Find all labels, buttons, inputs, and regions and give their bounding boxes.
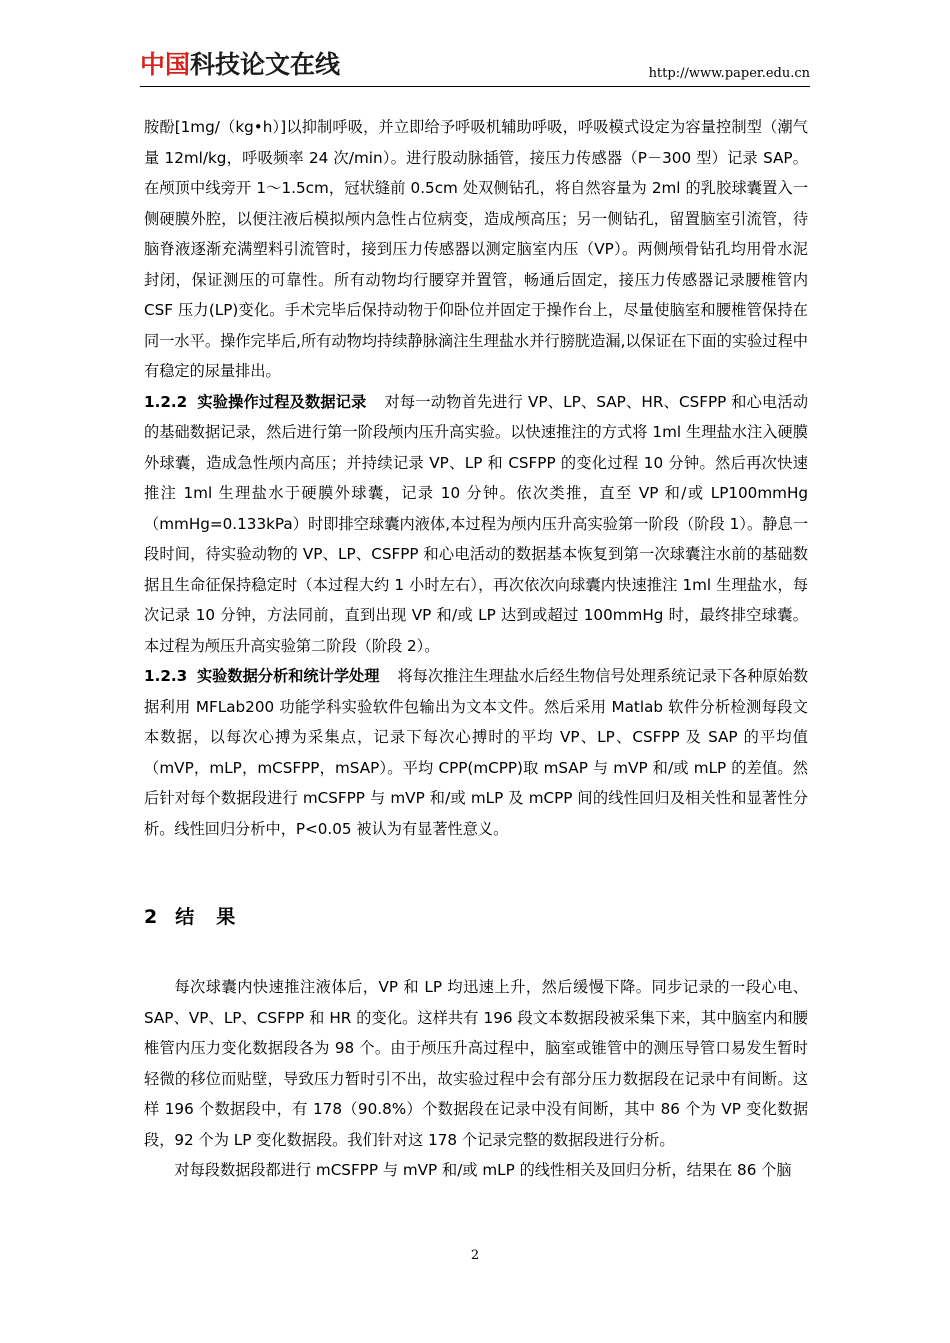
subsection-text: 对每一动物首先进行 VP、LP、SAP、HR、CSFPP 和心电活动的基础数据记录，然后进行第一阶段颅内压升高实验。以快速推注的方式将 1ml 生理盐水注入硬膜外球囊，造成急性颅内高压；并持续记录 VP、LP 和 CSFPP 的变化过程 10 分钟。然后再次快速推注 1ml 生理盐水于硬膜外球囊，记录 10 分钟。依次类推，直至 VP 和/或 LP100mmHg（mmHg=0.133kPa）时即排空球囊内液体,本过程为颅内压升高实验第一阶段（阶段 1）。静息一段时间，待实验动物的 VP、LP、CSFPP 和心电活动的数据基本恢复到第一次球囊注水前的基础数据且生命征保持稳定时（本过程大约 1 小时左右），再次依次向球囊内快速推注 1ml 生理盐水，每次记录 10 分钟，方法同前，直到出现 VP 和/或 LP 达到或超过 100mmHg 时，最终排空球囊。本过程为颅压升高实验第二阶段（阶段 2）。: [144, 392, 809, 655]
results-paragraph-2: 对每段数据段都进行 mCSFPP 与 mVP 和/或 mLP 的线性相关及回归分析，结果在 86 个脑: [174, 1161, 792, 1179]
results-body: [144, 972, 808, 1186]
header-divider: [140, 86, 810, 87]
section-number: 2: [144, 906, 158, 928]
results-paragraph-1: 每次球囊内快速推注液体后，VP 和 LP 均迅速上升，然后缓慢下降。同步记录的一段心电、SAP、VP、LP、CSFPP 和 HR 的变化。这样共有 196 段文本数据段被采集下来，其中脑室内和腰椎管内压力变化数据段各为 98 个。由于颅压升高过程中，脑室或锥管中的测压导管口易发生暂时轻微的移位而贴壁，导致压力暂时引不出，故实验过程中会有部分压力数据段在记录中有间断。这样 196 个数据段中，有 178（90.8%）个数据段在记录中没有间断，其中 86 个为 VP 变化数据段，92 个为 LP 变化数据段。我们针对这 178 个记录完整的数据段进行分析。: [144, 978, 808, 1149]
subsection-number: 1.2.3: [144, 667, 188, 685]
journal-logo: [140, 50, 340, 80]
section-heading-results: [144, 902, 235, 929]
subsection-1-2-3: [144, 661, 808, 844]
subsection-number: 1.2.2: [144, 392, 188, 411]
methods-body: [144, 112, 808, 844]
subsection-text: 将每次推注生理盐水后经生物信号处理系统记录下各种原始数据利用 MFLab200 功能学科实验软件包输出为文本文件。然后采用 Matlab 软件分析检测每段文本数据，以每次心搏为采集点，记录下每次心搏时的平均 VP、LP、CSFPP 及 SAP 的平均值（mVP，mLP，mCSFPP，mSAP）。平均 CPP(mCPP)取 mSAP 与 mVP 和/或 mLP 的差值。然后针对每个数据段进行 mCSFPP 与 mVP 和/或 mLP 及 mCPP 间的线性回归及相关性和显著性分析。线性回归分析中，P<0.05 被认为有显著性意义。: [144, 667, 809, 838]
page-header: [140, 50, 810, 88]
site-url-link[interactable]: http://www.paper.edu.cn: [648, 66, 810, 81]
page-number: 2: [470, 1248, 480, 1263]
section-title-char-1: 结: [175, 906, 195, 928]
logo-red-text: 中国: [140, 50, 191, 79]
subsection-title: 实验操作过程及数据记录: [197, 392, 367, 411]
subsection-title: 实验数据分析和统计学处理: [196, 667, 380, 685]
section-title-char-2: 果: [216, 906, 236, 928]
intro-paragraph: 胺酚[1mg/（kg•h）]以抑制呼吸，并立即给予呼吸机辅助呼吸，呼吸模式设定为容量控制型（潮气量 12ml/kg，呼吸频率 24 次/min）。进行股动脉插管，接压力传感器（P－300 型）记录 SAP。在颅顶中线旁开 1～1.5cm，冠状缝前 0.5cm 处双侧钻孔，将自然容量为 2ml 的乳胶球囊置入一侧硬膜外腔，以便注液后模拟颅内急性占位病变，造成颅高压；另一侧钻孔，留置脑室引流管，待脑脊液逐渐充满塑料引流管时，接到压力传感器以测定脑室内压（VP）。两侧颅骨钻孔均用骨水泥封闭，保证测压的可靠性。所有动物均行腰穿并置管，畅通后固定，接压力传感器记录腰椎管内 CSF 压力(LP)变化。手术完毕后保持动物于仰卧位并固定于操作台上，尽量使脑室和腰椎管保持在同一水平。操作完毕后,所有动物均持续静脉滴注生理盐水并行膀胱造漏,以保证在下面的实验过程中有稳定的尿量排出。: [144, 118, 808, 380]
logo-dark-text: 科技论文在线: [190, 50, 341, 79]
subsection-1-2-2: [144, 387, 808, 662]
